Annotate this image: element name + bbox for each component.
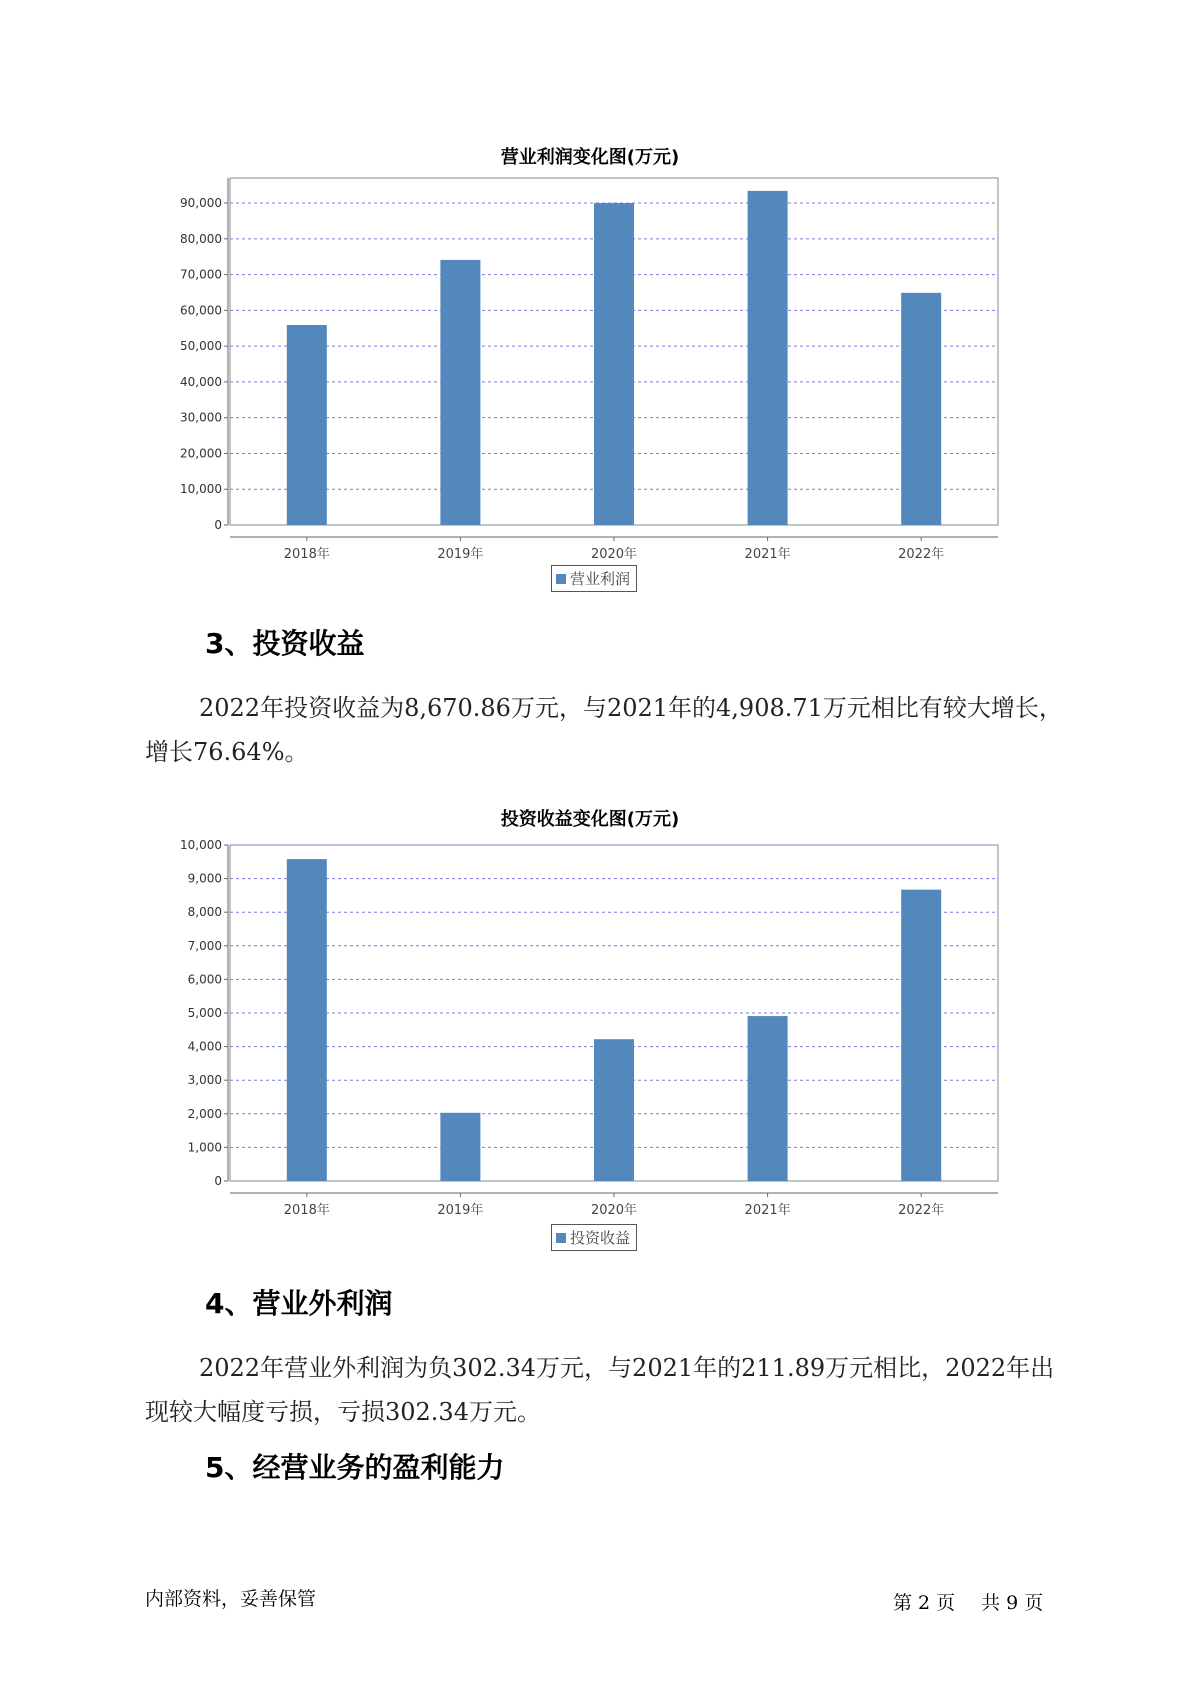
bar (594, 1039, 634, 1181)
legend-label: 投资收益 (570, 1229, 631, 1247)
x-tick-label: 2021年 (744, 547, 791, 562)
chart-legend (551, 1224, 637, 1251)
section-heading-5: 5、经营业务的盈利能力 (205, 1451, 505, 1484)
y-tick-label: 80,000 (180, 231, 222, 246)
chart-investment-income (150, 805, 1030, 1245)
bar (748, 191, 788, 525)
chart-operating-profit (150, 140, 1030, 588)
section-paragraph-3: 2022年投资收益为8,670.86万元，与2021年的4,908.71万元相比有较大增长，增长76.64%。 (145, 694, 1063, 766)
y-tick-label: 6,000 (187, 972, 222, 987)
bar (287, 859, 327, 1181)
footer-confidential-note: 内部资料，妥善保管 (145, 1588, 317, 1610)
chart-svg (150, 140, 1030, 562)
x-tick-label: 2022年 (898, 1203, 945, 1218)
y-tick-label: 40,000 (180, 374, 222, 389)
section-heading-3: 3、投资收益 (205, 627, 365, 660)
bar (748, 1016, 788, 1181)
legend-swatch (556, 574, 566, 584)
y-tick-label: 2,000 (187, 1106, 222, 1121)
total-prefix: 共 (981, 1592, 1001, 1614)
chart-legend (551, 565, 637, 592)
x-tick-label: 2018年 (283, 547, 330, 562)
page-unit: 页 (936, 1592, 956, 1614)
bar (594, 203, 634, 525)
bar (901, 890, 941, 1181)
legend-swatch (556, 1233, 566, 1243)
bar (440, 1113, 480, 1181)
y-tick-label: 10,000 (180, 838, 222, 852)
x-tick-label: 2020年 (590, 547, 638, 562)
y-tick-label: 60,000 (180, 303, 222, 318)
y-tick-label: 20,000 (180, 446, 222, 461)
page-number: 2 (918, 1592, 931, 1614)
y-tick-label: 50,000 (180, 339, 222, 354)
chart-title: 投资收益变化图(万元) (500, 809, 680, 830)
x-tick-label: 2021年 (744, 1203, 791, 1218)
legend-label: 营业利润 (570, 570, 631, 588)
footer-page-indicator (893, 1588, 1049, 1615)
x-tick-label: 2022年 (898, 547, 945, 562)
y-tick-label: 90,000 (180, 196, 222, 211)
total-pages: 9 (1006, 1592, 1019, 1614)
y-tick-label: 9,000 (187, 871, 222, 886)
y-tick-label: 10,000 (180, 482, 222, 497)
total-unit: 页 (1024, 1592, 1044, 1614)
y-tick-label: 8,000 (187, 905, 222, 920)
y-tick-label: 5,000 (187, 1006, 222, 1020)
bar (287, 325, 327, 525)
bar (440, 260, 480, 525)
page-prefix: 第 (893, 1592, 913, 1614)
x-tick-label: 2019年 (437, 1203, 484, 1218)
chart-title: 营业利润变化图(万元) (500, 147, 680, 168)
y-tick-label: 4,000 (187, 1039, 222, 1054)
section-heading-4: 4、营业外利润 (205, 1287, 393, 1320)
y-tick-label: 7,000 (187, 938, 222, 953)
x-tick-label: 2019年 (437, 547, 484, 562)
y-tick-label: 0 (214, 518, 222, 532)
y-tick-label: 0 (214, 1174, 222, 1188)
y-tick-label: 30,000 (180, 410, 222, 425)
bar (901, 293, 941, 525)
x-tick-label: 2020年 (590, 1203, 638, 1218)
y-tick-label: 3,000 (187, 1073, 222, 1088)
y-tick-label: 70,000 (180, 267, 222, 282)
y-tick-label: 1,000 (187, 1140, 222, 1155)
section-paragraph-4: 2022年营业外利润为负302.34万元，与2021年的211.89万元相比，2022年出现较大幅度亏损，亏损302.34万元。 (145, 1354, 1055, 1426)
chart-svg (150, 805, 1030, 1218)
x-tick-label: 2018年 (283, 1203, 330, 1218)
